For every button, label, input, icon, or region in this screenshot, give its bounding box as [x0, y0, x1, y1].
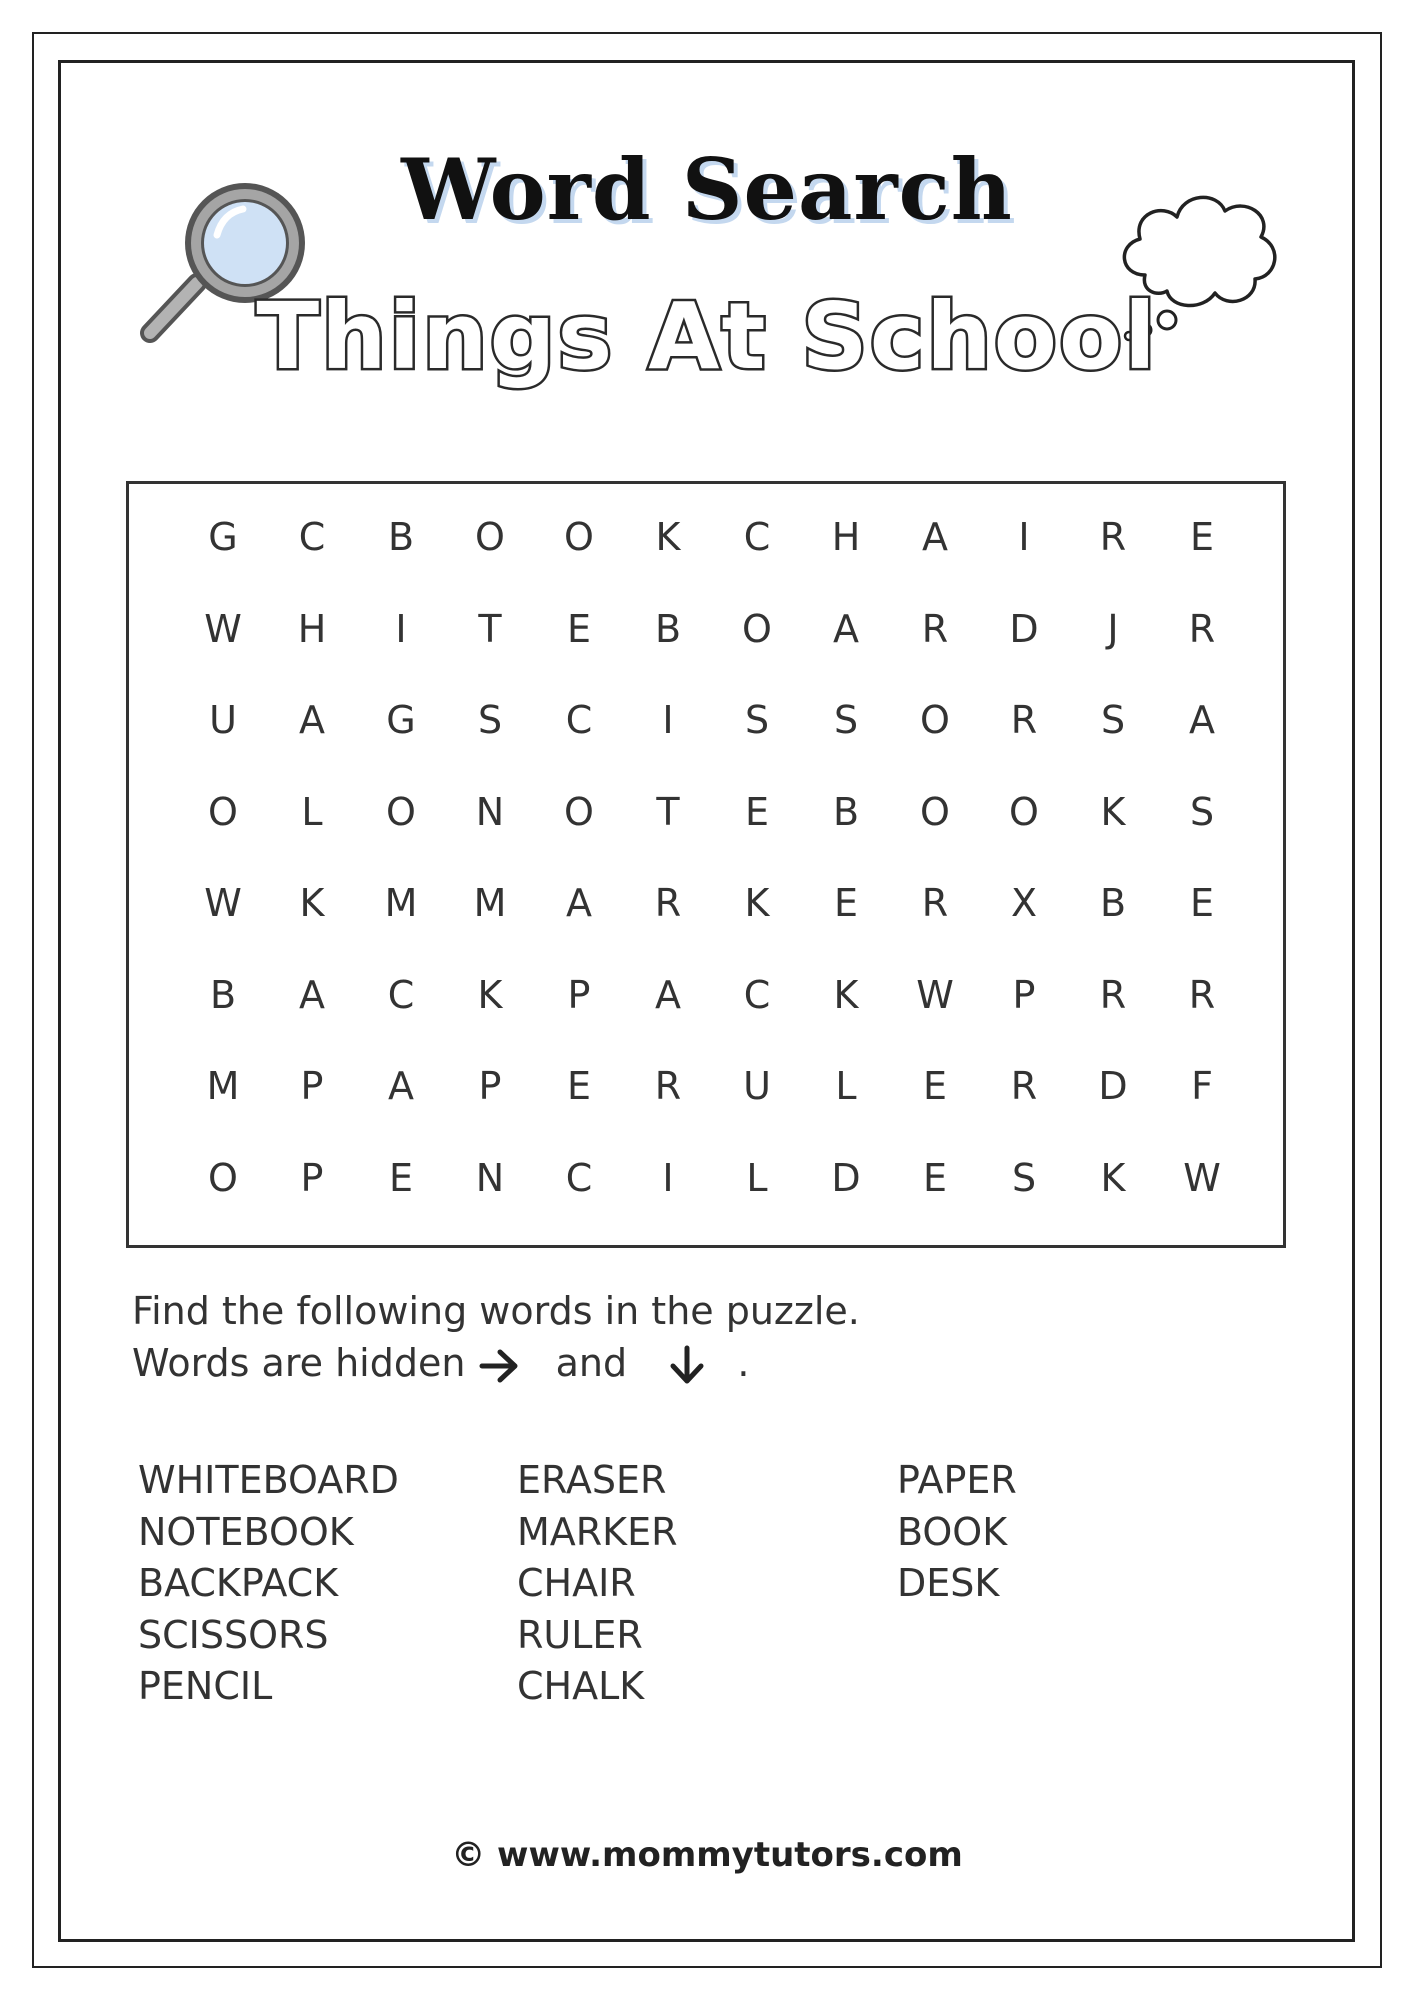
grid-letter: B [1099, 881, 1127, 925]
grid-letter: R [1010, 698, 1038, 742]
grid-letter: R [921, 606, 949, 651]
arrow-down-icon [667, 1344, 707, 1388]
word-list-item: NOTEBOOK [138, 1509, 354, 1554]
grid-letter: M [206, 1064, 240, 1108]
grid-letter: E [566, 606, 591, 651]
grid-letter: O [475, 515, 505, 559]
grid-letter: D [1098, 1064, 1128, 1108]
grid-letter: E [1189, 881, 1214, 925]
grid-letter: K [477, 972, 503, 1017]
grid-row [129, 695, 1283, 785]
grid-letter: T [478, 606, 502, 651]
grid-letter: W [1183, 1155, 1221, 1200]
grid-letter: S [1189, 789, 1215, 834]
grid-letter: C [565, 1155, 593, 1200]
grid-letter: K [833, 972, 859, 1017]
grid-letter: K [655, 515, 681, 559]
grid-letter: A [566, 881, 592, 925]
grid-letter: D [831, 1155, 861, 1200]
grid-row [129, 1153, 1283, 1243]
grid-letter: X [1010, 881, 1038, 925]
grid-letter: S [744, 698, 770, 742]
grid-letter: I [662, 698, 674, 742]
instructions-line-2 [132, 1337, 860, 1389]
grid-letter: E [1189, 515, 1214, 559]
grid-letter: E [922, 1155, 947, 1200]
grid-letter: N [475, 789, 505, 834]
grid-letter: I [395, 606, 407, 651]
grid-letter: U [743, 1064, 771, 1108]
grid-letter: B [209, 972, 237, 1017]
word-list-item: PAPER [897, 1458, 1017, 1502]
grid-letter: C [565, 698, 593, 742]
grid-letter: E [833, 881, 858, 925]
grid-letter: P [567, 972, 591, 1017]
grid-letter: D [1009, 606, 1039, 651]
page-subtitle: Things At School [256, 283, 1158, 390]
grid-letter: B [387, 515, 415, 559]
grid-letter: R [654, 881, 682, 925]
grid-letter: L [746, 1155, 768, 1200]
grid-letter: E [566, 1064, 591, 1108]
grid-letter: P [478, 1064, 502, 1108]
grid-letter: K [299, 881, 325, 925]
grid-letter: T [656, 789, 680, 834]
grid-letter: A [655, 972, 681, 1017]
grid-letter: C [743, 972, 771, 1017]
grid-letter: S [833, 698, 859, 742]
grid-letter: M [384, 881, 418, 925]
footer-copyright: © www.mommytutors.com [451, 1835, 963, 1875]
grid-letter: H [297, 606, 327, 651]
word-list-item: MARKER [517, 1509, 678, 1554]
word-list-item: BACKPACK [138, 1561, 339, 1605]
grid-letter: O [386, 789, 416, 834]
grid-letter: R [1099, 972, 1127, 1017]
grid-letter: O [564, 515, 594, 559]
grid-row [129, 878, 1283, 968]
word-list-column-2 [517, 1455, 678, 1713]
instructions-hidden-text: Words are hidden [132, 1341, 466, 1385]
word-list-item: RULER [517, 1612, 643, 1657]
grid-letter: G [386, 698, 416, 742]
grid-letter: R [654, 1064, 682, 1108]
grid-letter: C [298, 515, 326, 559]
grid-letter: N [475, 1155, 505, 1200]
grid-letter: L [835, 1064, 857, 1108]
grid-letter: O [920, 698, 950, 742]
grid-letter: K [744, 881, 770, 925]
grid-letter: P [300, 1064, 324, 1108]
word-list-item: CHAIR [517, 1561, 636, 1605]
word-list-item: ERASER [517, 1458, 667, 1502]
grid-letter: A [299, 972, 325, 1017]
grid-letter: O [208, 1155, 238, 1200]
instructions-and-text: and [555, 1341, 628, 1385]
grid-letter: W [916, 972, 954, 1017]
grid-row [129, 604, 1283, 694]
instructions-period: . [737, 1341, 750, 1385]
grid-letter: W [204, 881, 242, 925]
grid-letter: O [564, 789, 594, 834]
grid-letter: I [1018, 515, 1030, 559]
grid-letter: O [920, 789, 950, 834]
grid-letter: A [1189, 698, 1215, 742]
grid-letter: W [204, 606, 242, 651]
word-list-item: CHALK [517, 1664, 645, 1708]
grid-letter: E [388, 1155, 413, 1200]
grid-letter: F [1191, 1064, 1213, 1108]
arrow-right-icon [478, 1346, 522, 1386]
grid-letter: G [208, 515, 238, 559]
grid-letter: S [1011, 1155, 1037, 1200]
grid-letter: R [1188, 606, 1216, 651]
grid-letter: H [831, 515, 861, 559]
grid-letter: P [300, 1155, 324, 1200]
grid-letter: S [1100, 698, 1126, 742]
grid-letter: A [922, 515, 948, 559]
grid-letter: R [1010, 1064, 1038, 1108]
grid-letter: E [744, 789, 769, 834]
grid-letter: S [477, 698, 503, 742]
instructions [132, 1285, 860, 1389]
grid-letter: M [473, 881, 507, 925]
word-list-item: BOOK [897, 1509, 1008, 1554]
grid-letter: O [1009, 789, 1039, 834]
grid-letter: J [1107, 606, 1119, 651]
grid-letter: R [921, 881, 949, 925]
grid-letter: C [387, 972, 415, 1017]
word-list-item: PENCIL [138, 1664, 273, 1708]
word-list-item: DESK [897, 1561, 1000, 1605]
grid-letter: B [832, 789, 860, 834]
word-list-item: SCISSORS [138, 1612, 329, 1657]
grid-letter: K [1100, 1155, 1126, 1200]
grid-letter: R [1099, 515, 1127, 559]
grid-letter: O [208, 789, 238, 834]
letter-grid [129, 484, 1283, 1245]
page-title: Word Search [401, 140, 1013, 239]
grid-row [129, 1061, 1283, 1151]
grid-letter: A [299, 698, 325, 742]
word-list-item: WHITEBOARD [138, 1458, 399, 1502]
grid-letter: K [1100, 789, 1126, 834]
instructions-line-1: Find the following words in the puzzle. [132, 1289, 860, 1333]
grid-row [129, 787, 1283, 877]
grid-row [129, 970, 1283, 1060]
grid-letter: L [301, 789, 323, 834]
grid-letter: B [654, 606, 682, 651]
grid-letter: A [388, 1064, 414, 1108]
grid-letter: O [742, 606, 772, 651]
grid-letter: U [209, 698, 237, 742]
grid-letter: P [1012, 972, 1036, 1017]
grid-letter: R [1188, 972, 1216, 1017]
grid-row [129, 512, 1283, 602]
word-list-column-1 [138, 1455, 399, 1713]
grid-letter: E [922, 1064, 947, 1108]
grid-letter: A [833, 606, 859, 651]
grid-letter: I [662, 1155, 674, 1200]
grid-letter: C [743, 515, 771, 559]
word-search-grid [126, 481, 1286, 1248]
word-list-column-3 [897, 1455, 1017, 1610]
